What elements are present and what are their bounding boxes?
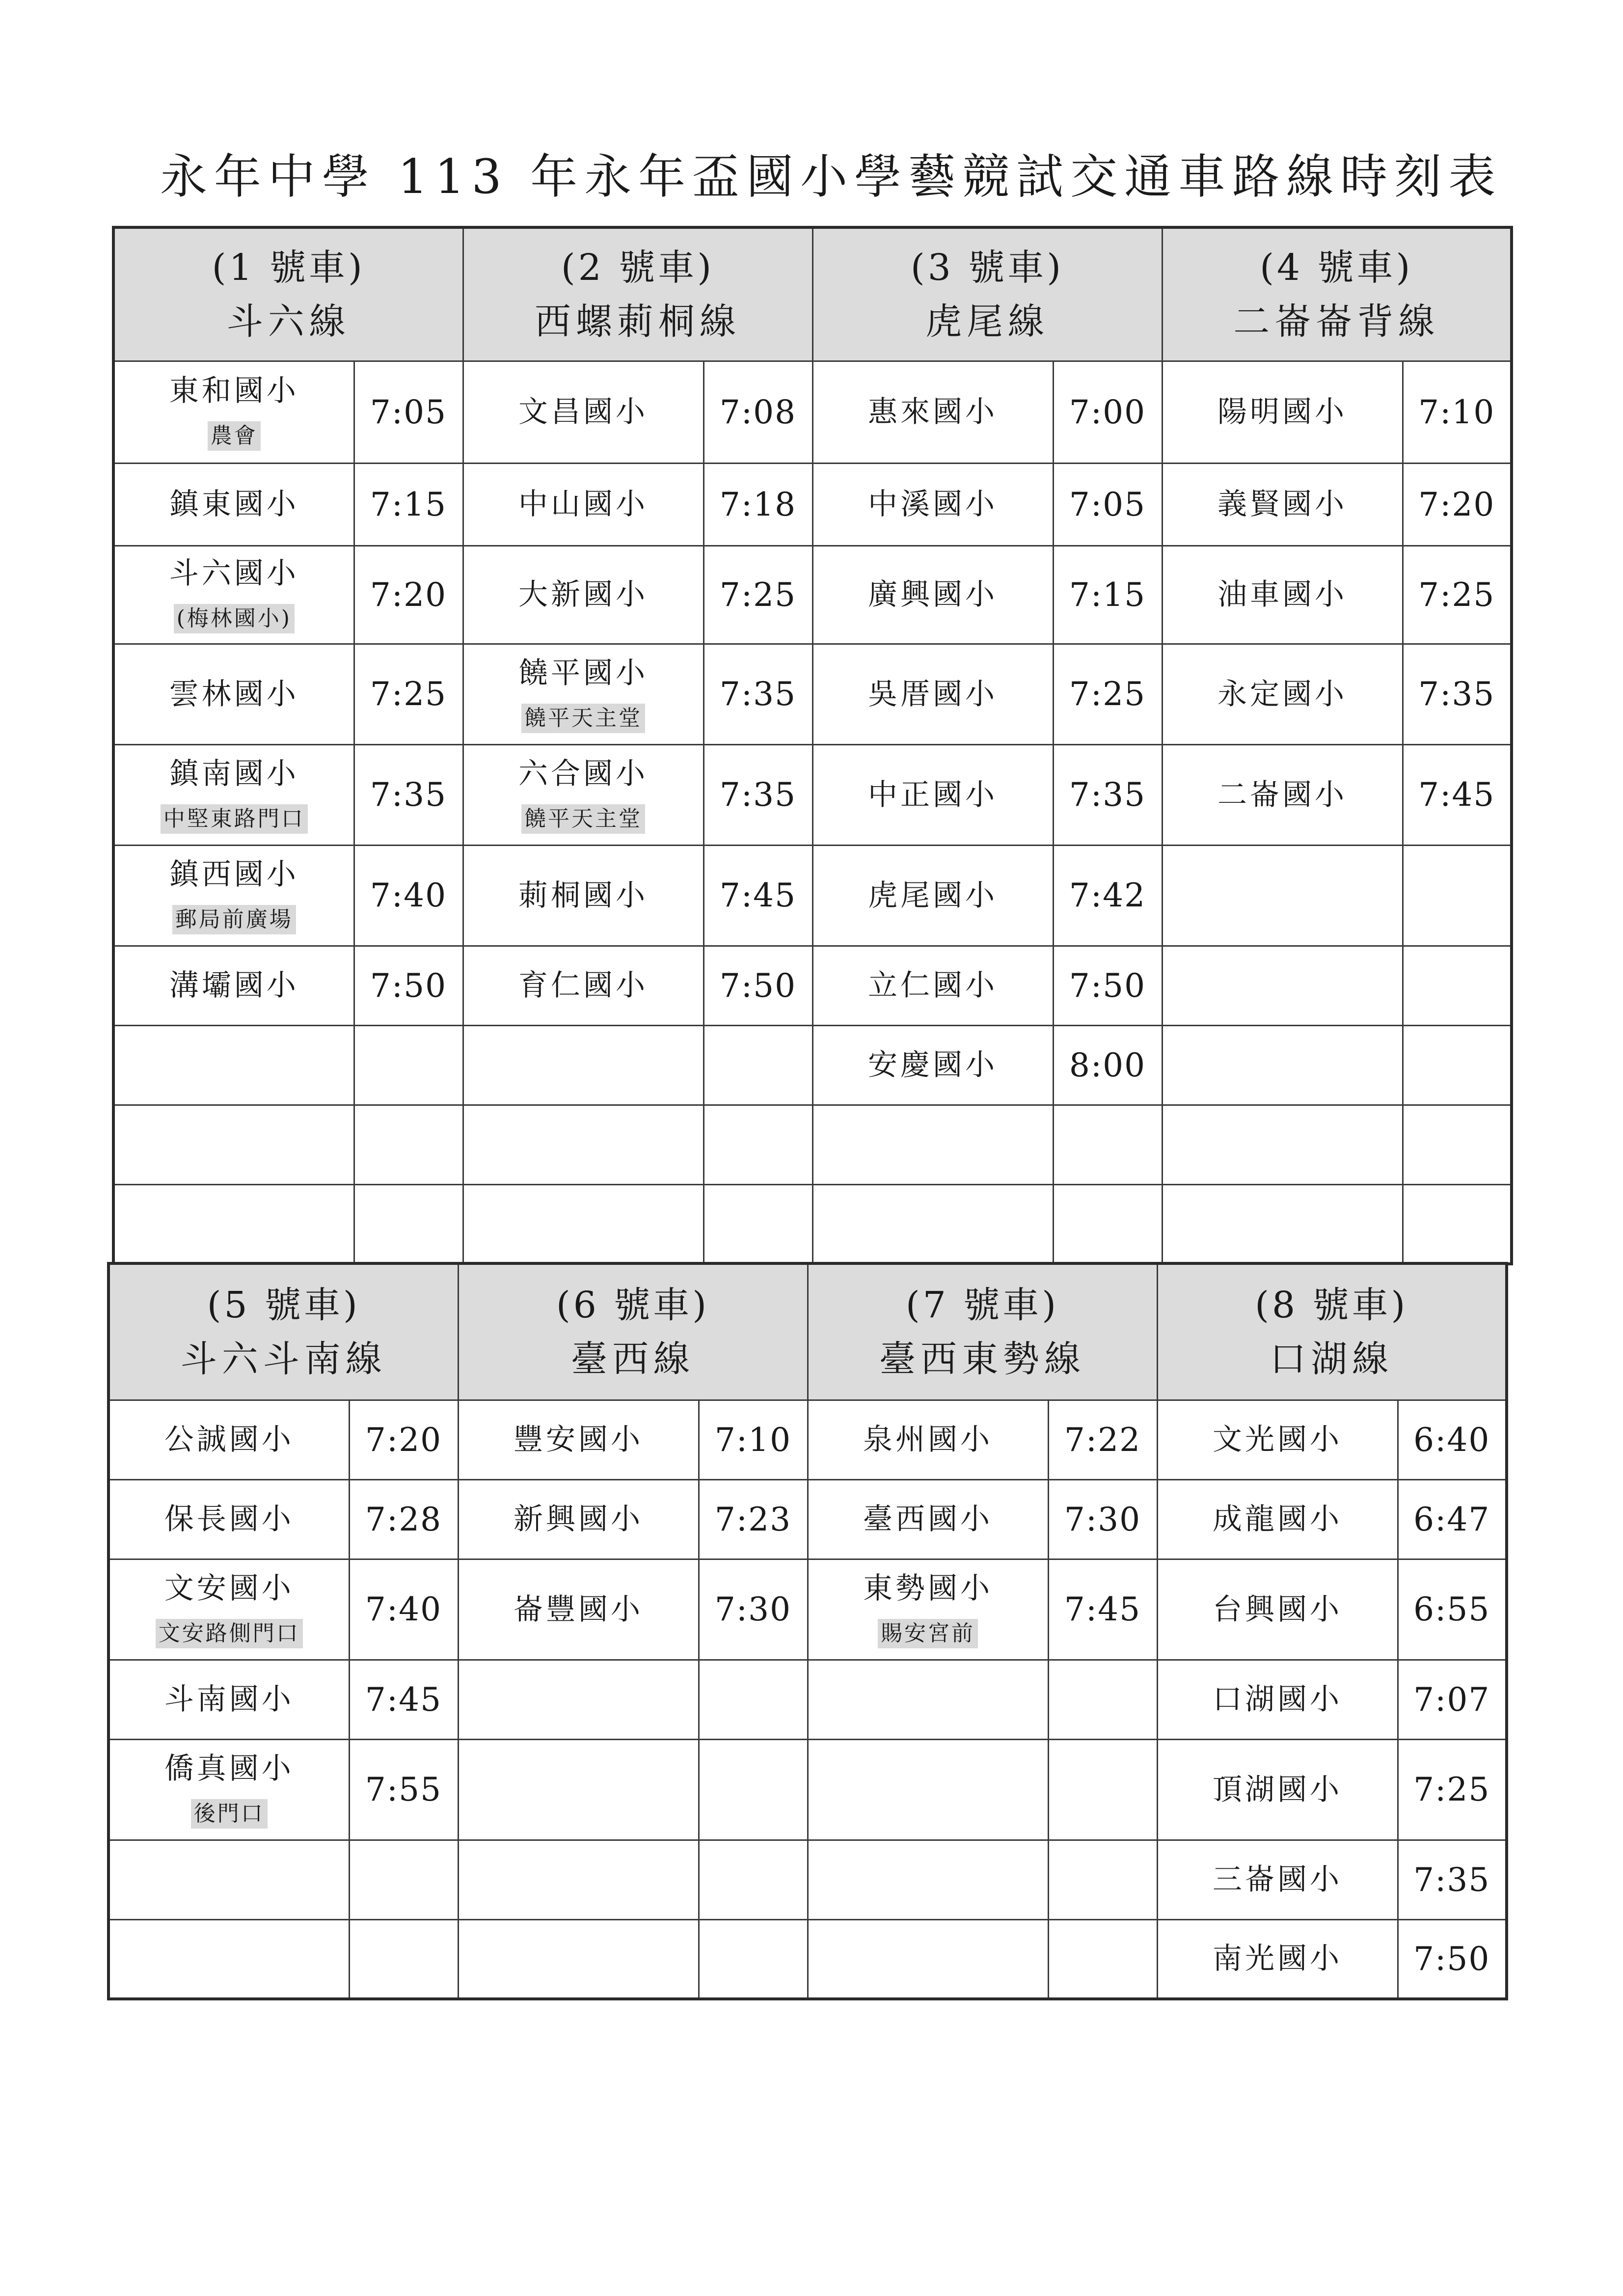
pickup-note: 文安路側門口 xyxy=(156,1619,303,1648)
school-name: 廣興國小 xyxy=(868,577,998,612)
table-row xyxy=(108,1479,1507,1559)
time-cell xyxy=(703,361,812,463)
time-cell xyxy=(349,1559,458,1660)
route-stops-body xyxy=(113,361,1512,1264)
time-cell xyxy=(1053,1025,1162,1105)
departure-time: 7:35 xyxy=(370,776,447,814)
stop-cell xyxy=(1162,644,1403,744)
table-row xyxy=(113,946,1512,1025)
school-name: 文昌國小 xyxy=(518,395,648,429)
time-cell xyxy=(1053,361,1162,463)
stop-cell xyxy=(463,1025,703,1105)
time-cell xyxy=(703,463,812,546)
route-name: 斗六線 xyxy=(226,300,351,343)
table-row xyxy=(108,1559,1507,1660)
stop-cell xyxy=(458,1840,699,1919)
time-cell xyxy=(1048,1660,1157,1739)
stop-cell xyxy=(1157,1919,1398,1999)
departure-time: 7:10 xyxy=(714,1421,792,1459)
departure-time: 6:55 xyxy=(1413,1590,1490,1628)
stop-cell xyxy=(1162,361,1403,463)
stop-cell xyxy=(463,845,703,946)
route-header xyxy=(808,1263,1157,1400)
stop-cell xyxy=(463,1105,703,1184)
time-cell xyxy=(1403,361,1512,463)
time-cell xyxy=(703,644,812,744)
time-cell xyxy=(1053,946,1162,1025)
departure-time: 7:42 xyxy=(1069,876,1146,914)
school-name: 安慶國小 xyxy=(868,1048,998,1082)
time-cell xyxy=(1053,546,1162,644)
time-cell xyxy=(1403,644,1512,744)
route-header xyxy=(113,227,463,361)
time-cell xyxy=(354,845,463,946)
school-name: 中溪國小 xyxy=(868,487,998,521)
stop-cell xyxy=(812,644,1053,744)
departure-time: 7:35 xyxy=(1413,1860,1490,1899)
time-cell xyxy=(1048,1739,1157,1840)
departure-time: 7:05 xyxy=(370,393,447,431)
time-cell xyxy=(354,744,463,845)
stop-cell xyxy=(808,1919,1048,1999)
time-cell xyxy=(1053,1184,1162,1264)
table-row xyxy=(108,1400,1507,1479)
stop-cell xyxy=(1162,744,1403,845)
time-cell xyxy=(1403,845,1512,946)
departure-time: 7:18 xyxy=(719,485,797,523)
school-name: 口湖國小 xyxy=(1213,1682,1342,1717)
stop-cell xyxy=(108,1919,349,1999)
departure-time: 6:47 xyxy=(1413,1500,1490,1538)
table-row xyxy=(113,644,1512,744)
stop-cell xyxy=(1157,1660,1398,1739)
departure-time: 7:50 xyxy=(1413,1940,1490,1978)
route-name: 虎尾線 xyxy=(925,300,1049,343)
bus-number: (6 號車) xyxy=(556,1284,710,1326)
school-name: 惠來國小 xyxy=(868,395,998,429)
schedule-table-upper xyxy=(112,226,1513,1265)
departure-time: 6:40 xyxy=(1413,1421,1490,1459)
time-cell xyxy=(354,1184,463,1264)
school-name: 鎮西國小 xyxy=(169,857,299,892)
school-name: 保長國小 xyxy=(164,1502,294,1536)
school-name: 台興國小 xyxy=(1213,1592,1342,1627)
school-name: 臺西國小 xyxy=(863,1502,993,1536)
route-name: 臺西東勢線 xyxy=(879,1338,1085,1380)
stop-cell xyxy=(808,1840,1048,1919)
departure-time: 7:55 xyxy=(365,1771,442,1808)
school-name: 泉州國小 xyxy=(863,1422,993,1457)
departure-time: 7:35 xyxy=(719,776,797,814)
school-name: 文安國小 xyxy=(164,1571,294,1606)
route-header xyxy=(1157,1263,1507,1400)
stop-cell xyxy=(463,361,703,463)
stop-cell xyxy=(1162,1105,1403,1184)
stop-cell xyxy=(812,1025,1053,1105)
stop-cell xyxy=(1162,946,1403,1025)
time-cell xyxy=(1398,1840,1507,1919)
school-name: 鎮南國小 xyxy=(169,756,299,791)
time-cell xyxy=(703,744,812,845)
time-cell xyxy=(1048,1559,1157,1660)
time-cell xyxy=(1053,644,1162,744)
school-name: 莿桐國小 xyxy=(518,878,648,913)
stop-cell xyxy=(1157,1479,1398,1559)
school-name: 虎尾國小 xyxy=(868,878,998,913)
route-header xyxy=(458,1263,808,1400)
schedule-table-lower xyxy=(107,1262,1508,2000)
time-cell xyxy=(699,1660,808,1739)
time-cell xyxy=(1403,1105,1512,1184)
route-header xyxy=(108,1263,458,1400)
bus-number: (4 號車) xyxy=(1260,246,1413,289)
school-name: 頂湖國小 xyxy=(1213,1772,1342,1807)
route-name: 臺西線 xyxy=(571,1338,695,1380)
departure-time: 7:23 xyxy=(714,1500,792,1538)
stop-cell xyxy=(1157,1739,1398,1840)
route-header-row xyxy=(108,1263,1507,1400)
time-cell xyxy=(1048,1400,1157,1479)
bus-number: (2 號車) xyxy=(561,246,715,289)
school-name: 溝壩國小 xyxy=(169,968,299,1003)
school-name: 成龍國小 xyxy=(1213,1502,1342,1536)
time-cell xyxy=(349,1840,458,1919)
time-cell xyxy=(349,1919,458,1999)
time-cell xyxy=(1403,744,1512,845)
school-name: 東和國小 xyxy=(169,374,299,408)
departure-time: 7:10 xyxy=(1418,393,1495,431)
departure-time: 7:35 xyxy=(719,675,797,713)
school-name: 油車國小 xyxy=(1217,577,1347,612)
school-name: 中山國小 xyxy=(518,487,648,521)
departure-time: 7:07 xyxy=(1413,1680,1490,1719)
departure-time: 7:20 xyxy=(365,1421,442,1459)
departure-time: 7:35 xyxy=(1418,675,1495,713)
stop-cell xyxy=(113,946,354,1025)
page-title: 永年中學 113 年永年盃國小學藝競試交通車路線時刻表 xyxy=(160,149,1503,204)
stop-cell xyxy=(458,1559,699,1660)
departure-time: 7:15 xyxy=(370,485,447,523)
stop-cell xyxy=(458,1660,699,1739)
route-name: 西螺莿桐線 xyxy=(535,300,741,343)
stop-cell xyxy=(808,1660,1048,1739)
table-row xyxy=(108,1840,1507,1919)
departure-time: 7:22 xyxy=(1064,1421,1141,1459)
departure-time: 7:50 xyxy=(719,966,797,1005)
time-cell xyxy=(349,1739,458,1840)
stop-cell xyxy=(463,644,703,744)
table-row xyxy=(113,1025,1512,1105)
stop-cell xyxy=(113,1105,354,1184)
school-name: 僑真國小 xyxy=(164,1751,294,1786)
stop-cell xyxy=(463,744,703,845)
departure-time: 7:45 xyxy=(1064,1590,1141,1628)
time-cell xyxy=(1053,463,1162,546)
table-row xyxy=(113,463,1512,546)
pickup-note-wrap xyxy=(115,795,353,837)
route-header xyxy=(1162,227,1512,361)
time-cell xyxy=(1403,546,1512,644)
table-row xyxy=(108,1919,1507,1999)
departure-time: 7:30 xyxy=(1064,1500,1141,1538)
time-cell xyxy=(354,644,463,744)
school-name: 陽明國小 xyxy=(1217,395,1347,429)
time-cell xyxy=(1048,1919,1157,1999)
stop-cell xyxy=(113,361,354,463)
pickup-note: 饒平天主堂 xyxy=(521,804,645,834)
time-cell xyxy=(699,1739,808,1840)
time-cell xyxy=(1053,845,1162,946)
route-name: 口湖線 xyxy=(1270,1338,1394,1380)
stop-cell xyxy=(808,1400,1048,1479)
departure-time: 7:25 xyxy=(1413,1771,1490,1808)
stop-cell xyxy=(113,463,354,546)
time-cell xyxy=(1048,1479,1157,1559)
departure-time: 7:05 xyxy=(1069,485,1146,523)
school-name: 鎮東國小 xyxy=(169,487,299,521)
departure-time: 7:25 xyxy=(719,575,797,614)
pickup-note-wrap xyxy=(464,694,703,737)
school-name: 南光國小 xyxy=(1213,1941,1342,1976)
time-cell xyxy=(1403,463,1512,546)
stop-cell xyxy=(812,463,1053,546)
time-cell xyxy=(703,845,812,946)
pickup-note: 賜安宮前 xyxy=(878,1619,978,1648)
time-cell xyxy=(699,1919,808,1999)
time-cell xyxy=(703,1184,812,1264)
time-cell xyxy=(699,1479,808,1559)
stop-cell xyxy=(808,1559,1048,1660)
route-name: 斗六斗南線 xyxy=(180,1338,387,1380)
departure-time: 7:20 xyxy=(370,575,447,614)
time-cell xyxy=(1053,1105,1162,1184)
stop-cell xyxy=(108,1559,349,1660)
departure-time: 7:40 xyxy=(370,876,447,914)
time-cell xyxy=(703,1025,812,1105)
stop-cell xyxy=(812,1184,1053,1264)
stop-cell xyxy=(458,1919,699,1999)
departure-time: 7:45 xyxy=(365,1680,442,1719)
stop-cell xyxy=(1157,1840,1398,1919)
table-row xyxy=(108,1660,1507,1739)
school-name: 吳厝國小 xyxy=(868,677,998,711)
school-name: 中正國小 xyxy=(868,777,998,812)
time-cell xyxy=(1398,1919,1507,1999)
stop-cell xyxy=(808,1739,1048,1840)
stop-cell xyxy=(463,946,703,1025)
stop-cell xyxy=(458,1479,699,1559)
school-name: 永定國小 xyxy=(1217,677,1347,711)
school-name: 公誠國小 xyxy=(164,1422,294,1457)
route-name: 二崙崙背線 xyxy=(1233,300,1440,343)
school-name: 育仁國小 xyxy=(518,968,648,1003)
bus-number: (1 號車) xyxy=(212,246,365,289)
stop-cell xyxy=(113,644,354,744)
time-cell xyxy=(349,1660,458,1739)
school-name: 豐安國小 xyxy=(514,1422,643,1457)
pickup-note: 郵局前廣場 xyxy=(172,905,296,934)
school-name: 立仁國小 xyxy=(868,968,998,1003)
departure-time: 7:20 xyxy=(1418,485,1495,523)
departure-time: 7:25 xyxy=(370,675,447,713)
school-name: 文光國小 xyxy=(1213,1422,1342,1457)
time-cell xyxy=(354,946,463,1025)
pickup-note-wrap xyxy=(464,795,703,837)
bus-number: (5 號車) xyxy=(207,1284,360,1326)
stop-cell xyxy=(812,546,1053,644)
time-cell xyxy=(699,1559,808,1660)
pickup-note-wrap xyxy=(115,412,353,454)
school-name: 大新國小 xyxy=(518,577,648,612)
school-name: 六合國小 xyxy=(518,756,648,791)
pickup-note-wrap xyxy=(115,896,353,938)
time-cell xyxy=(354,463,463,546)
pickup-note-wrap xyxy=(110,1790,349,1832)
stop-cell xyxy=(108,1660,349,1739)
time-cell xyxy=(349,1479,458,1559)
time-cell xyxy=(1403,1025,1512,1105)
departure-time: 7:45 xyxy=(1418,776,1495,814)
stop-cell xyxy=(1162,845,1403,946)
time-cell xyxy=(703,946,812,1025)
departure-time: 7:25 xyxy=(1069,675,1146,713)
school-name: 義賢國小 xyxy=(1217,487,1347,521)
stop-cell xyxy=(463,1184,703,1264)
departure-time: 7:45 xyxy=(719,876,797,914)
stop-cell xyxy=(812,1105,1053,1184)
stop-cell xyxy=(812,361,1053,463)
stop-cell xyxy=(1157,1400,1398,1479)
stop-cell xyxy=(1162,463,1403,546)
pickup-note: 農會 xyxy=(208,421,261,451)
school-name: 東勢國小 xyxy=(863,1571,993,1606)
time-cell xyxy=(354,1105,463,1184)
stop-cell xyxy=(113,546,354,644)
time-cell xyxy=(1398,1739,1507,1840)
time-cell xyxy=(1398,1400,1507,1479)
stop-cell xyxy=(108,1400,349,1479)
time-cell xyxy=(1053,744,1162,845)
stop-cell xyxy=(812,946,1053,1025)
departure-time: 7:15 xyxy=(1069,575,1146,614)
pickup-note: 後門口 xyxy=(191,1799,268,1829)
table-row xyxy=(113,361,1512,463)
stop-cell xyxy=(108,1840,349,1919)
stop-cell xyxy=(113,744,354,845)
time-cell xyxy=(1403,946,1512,1025)
bus-number: (8 號車) xyxy=(1255,1284,1408,1326)
stop-cell xyxy=(463,546,703,644)
school-name: 三崙國小 xyxy=(1213,1862,1342,1897)
departure-time: 7:08 xyxy=(719,393,797,431)
stop-cell xyxy=(1157,1559,1398,1660)
time-cell xyxy=(354,546,463,644)
pickup-note-wrap xyxy=(115,595,353,637)
table-row xyxy=(108,1739,1507,1840)
school-name: 二崙國小 xyxy=(1217,777,1347,812)
departure-time: 7:30 xyxy=(714,1590,792,1628)
pickup-note-wrap xyxy=(809,1610,1048,1652)
bus-number: (7 號車) xyxy=(905,1284,1059,1326)
stop-cell xyxy=(1162,546,1403,644)
stop-cell xyxy=(808,1479,1048,1559)
time-cell xyxy=(703,1105,812,1184)
stop-cell xyxy=(812,845,1053,946)
departure-time: 7:50 xyxy=(1069,966,1146,1005)
table-row xyxy=(113,546,1512,644)
stop-cell xyxy=(108,1479,349,1559)
time-cell xyxy=(699,1400,808,1479)
pickup-note-wrap xyxy=(110,1610,349,1652)
stop-cell xyxy=(812,744,1053,845)
route-header xyxy=(812,227,1162,361)
stop-cell xyxy=(108,1739,349,1840)
time-cell xyxy=(703,546,812,644)
departure-time: 7:28 xyxy=(365,1500,442,1538)
departure-time: 7:50 xyxy=(370,966,447,1005)
time-cell xyxy=(1048,1840,1157,1919)
time-cell xyxy=(354,1025,463,1105)
pickup-note: (梅林國小) xyxy=(174,604,295,633)
time-cell xyxy=(354,361,463,463)
stop-cell xyxy=(458,1400,699,1479)
table-row xyxy=(113,1184,1512,1264)
time-cell xyxy=(1403,1184,1512,1264)
school-name: 崙豐國小 xyxy=(514,1592,643,1627)
stop-cell xyxy=(113,1184,354,1264)
table-row xyxy=(113,744,1512,845)
stop-cell xyxy=(113,1025,354,1105)
time-cell xyxy=(1398,1559,1507,1660)
time-cell xyxy=(1398,1479,1507,1559)
departure-time: 7:25 xyxy=(1418,575,1495,614)
table-row xyxy=(113,1105,1512,1184)
route-header xyxy=(463,227,812,361)
stop-cell xyxy=(1162,1025,1403,1105)
stop-cell xyxy=(113,845,354,946)
departure-time: 7:40 xyxy=(365,1590,442,1628)
time-cell xyxy=(349,1400,458,1479)
time-cell xyxy=(1398,1660,1507,1739)
route-stops-body xyxy=(108,1400,1507,1999)
stop-cell xyxy=(1162,1184,1403,1264)
departure-time: 7:35 xyxy=(1069,776,1146,814)
pickup-note: 饒平天主堂 xyxy=(521,704,645,733)
school-name: 饒平國小 xyxy=(518,656,648,690)
departure-time: 8:00 xyxy=(1069,1046,1146,1084)
school-name: 新興國小 xyxy=(514,1502,643,1536)
time-cell xyxy=(699,1840,808,1919)
table-row xyxy=(113,845,1512,946)
pickup-note: 中堅東路門口 xyxy=(161,804,308,834)
school-name: 斗南國小 xyxy=(164,1682,294,1717)
bus-number: (3 號車) xyxy=(910,246,1064,289)
route-header-row xyxy=(113,227,1512,361)
stop-cell xyxy=(463,463,703,546)
departure-time: 7:00 xyxy=(1069,393,1146,431)
school-name: 雲林國小 xyxy=(169,677,299,711)
stop-cell xyxy=(458,1739,699,1840)
school-name: 斗六國小 xyxy=(169,556,299,591)
